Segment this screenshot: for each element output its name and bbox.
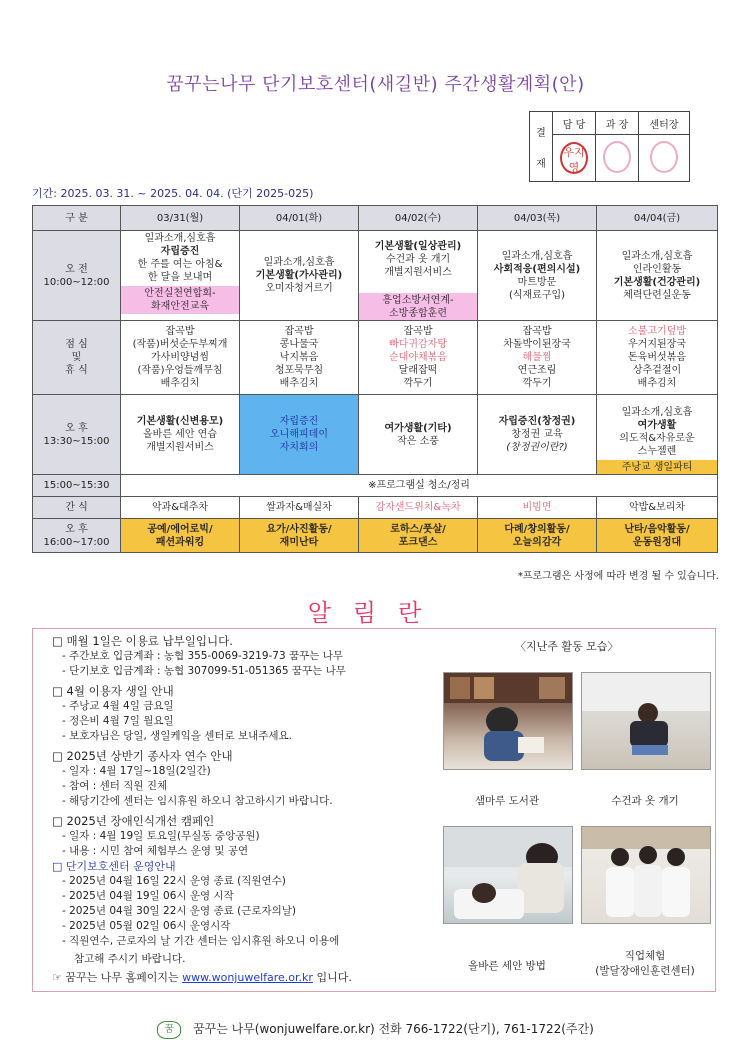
approval-seal	[553, 135, 596, 182]
cell-line: 일과소개,심호흡	[501, 250, 573, 262]
cell-line: 청포묵무침	[274, 365, 324, 376]
cell-line: 마트방문	[517, 276, 557, 288]
cell-line: 잡곡밥	[165, 326, 195, 337]
row-label-text: 오 전	[65, 263, 88, 275]
row-label: 15:00~15:30	[33, 475, 121, 497]
cell-line: 의도적&자유로운	[619, 433, 695, 444]
notice-item: 참고해 주시기 바랍니다.	[74, 953, 186, 965]
job-photo-icon	[582, 827, 710, 923]
cell-line: 잡곡밥	[403, 326, 433, 337]
cell-line: 돈육버섯볶음	[628, 352, 686, 363]
photo-folding	[581, 672, 711, 770]
cell-line: 기본생활(건강관리)	[613, 276, 701, 288]
tree-logo-icon: 꿈	[157, 1021, 181, 1039]
header-row	[33, 206, 718, 231]
cell-line: 포크댄스	[398, 536, 438, 548]
clean-row	[33, 475, 718, 497]
cell-line: 빠다귀감자탕	[389, 339, 447, 350]
cell-line: 콩나물국	[279, 339, 319, 350]
seal-stamp	[603, 141, 631, 173]
cell-line: 공예/에어로빅/	[147, 523, 213, 535]
notice-heading: □ 단기보호센터 운영안내	[52, 860, 176, 873]
cell: 비빔면	[478, 497, 597, 519]
cell-line: 재미난타	[279, 536, 319, 548]
cell-line: 일과소개,심호흡	[263, 257, 335, 268]
cell-line: 자립증진	[160, 246, 200, 257]
cell-line: 여가생활(기타)	[384, 422, 452, 434]
approval-role: 과 장	[596, 112, 639, 135]
schedule-note: *프로그램은 사정에 따라 변경 될 수 있습니다.	[517, 571, 719, 582]
cell	[359, 231, 478, 321]
row-label	[33, 231, 121, 321]
cell-line: 깍두기	[522, 378, 552, 389]
cell-line: 해물찜	[522, 352, 552, 363]
footer	[0, 1020, 751, 1039]
photo-caption-line: 직업체험	[624, 950, 666, 962]
cell-line: 연근조림	[517, 365, 557, 376]
event-bar	[121, 286, 239, 314]
event-bar	[359, 293, 477, 321]
notice-heading: □ 2025년 장애인식개선 캠페인	[52, 814, 215, 828]
cell-line: 기본생활(가사관리)	[255, 270, 343, 281]
cell-line: 우거지된장국	[628, 339, 686, 350]
approval-box	[529, 111, 690, 182]
cell-line: 사회적응(편의시설)	[493, 263, 581, 275]
notice-item: - 2025년 04월 19일 06시 운영 시작	[62, 890, 234, 902]
cell: 악과&대추차	[121, 497, 240, 519]
cell: 감자샌드위치&녹차	[359, 497, 478, 519]
col-header: 03/31(월)	[121, 206, 240, 231]
notice-item: - 2025년 04월 30일 22시 운영 종료 (근로자의날)	[62, 905, 297, 917]
col-header: 04/02(수)	[359, 206, 478, 231]
approval-role: 센터장	[639, 112, 690, 135]
notice-item: - 참여 : 센터 직원 진체	[62, 780, 168, 792]
notice-heading: □ 2025년 상반기 종사자 연수 안내	[52, 749, 233, 763]
cell	[478, 321, 597, 395]
notice-heading: □ 매월 1일은 이용료 납부일입니다.	[52, 634, 233, 648]
cell-line: 오니해피데이	[270, 429, 328, 440]
row-label: 간 식	[33, 497, 121, 519]
cell-line: 창정권 교육	[511, 429, 563, 440]
notice-heading: □ 4월 이용자 생일 안내	[52, 684, 174, 698]
photo-job	[581, 826, 711, 924]
cell-line: 수건과 옷 개기	[385, 254, 451, 265]
late-row	[33, 519, 718, 553]
cell	[240, 231, 359, 321]
cell-line: 난타/음악활동/	[624, 523, 690, 535]
cell-line: 자치회의	[279, 442, 319, 453]
cell-line: 기본생활(일상관리)	[374, 241, 462, 252]
cell	[121, 519, 240, 553]
cell-line: (창정권이란?)	[506, 442, 568, 453]
notice-title: 알림란	[307, 599, 444, 627]
library-photo-icon	[444, 673, 572, 769]
photo-library	[443, 672, 573, 770]
cell-line: 배추김치	[637, 378, 677, 389]
row-label-text: 점 심	[65, 339, 88, 350]
row-label-text: 오 후	[65, 523, 88, 535]
cell	[359, 519, 478, 553]
cell-line: 오늘의감각	[512, 536, 562, 548]
photo-caption: 올바른 세안 방법	[468, 960, 546, 972]
cell-line: 운동원정대	[632, 536, 682, 548]
cell-line: 소불고기덮밥	[628, 326, 686, 337]
event-bar: 주낭교 생일파티	[597, 460, 717, 475]
cell: ※프로그램실 청소/정리	[121, 475, 718, 497]
cell-line: 흥업소방서연계-	[382, 295, 454, 306]
cell	[597, 395, 718, 475]
cell	[359, 321, 478, 395]
snack-row	[33, 497, 718, 519]
cell-line: 패션과워킹	[155, 536, 205, 548]
photo-washing	[443, 826, 573, 924]
cell-line: (식재료구입)	[508, 289, 566, 301]
cell-line: 자립증진	[279, 416, 319, 427]
homepage-link[interactable]: www.wonjuwelfare.or.kr	[182, 971, 313, 984]
cell-line: 기본생활(신변용모)	[136, 416, 224, 427]
cell-line: (작품)우엉들깨무침	[137, 365, 223, 376]
col-header: 구 분	[33, 206, 121, 231]
cell	[597, 231, 718, 321]
cell-line: 화재안전교육	[151, 301, 209, 312]
cell-line: 배추김치	[279, 378, 319, 389]
cell-line: 올바른 세안 연습	[143, 429, 217, 440]
page-title: 꿈꾸는나무 단기보호센터(새길반) 주간생활계획(안)	[166, 74, 585, 95]
lunch-row	[33, 321, 718, 395]
period-text: 기간: 2025. 03. 31. ~ 2025. 04. 04. (단기 2025-025)	[32, 187, 314, 200]
photo-caption: 수건과 옷 개기	[611, 795, 679, 807]
cell-line: 한 달을 보내며	[147, 272, 213, 283]
cell-line: 배추김치	[160, 378, 200, 389]
notice-item: - 일자 : 4월 17일~18일(2일간)	[62, 765, 211, 777]
cell-line: 달래잡떡	[398, 365, 438, 376]
photo-caption-line: (발달장애인훈련센터)	[595, 965, 695, 977]
cell-line: 다례/창의활동/	[504, 523, 570, 535]
cell	[121, 321, 240, 395]
col-header: 04/01(화)	[240, 206, 359, 231]
footer-text: 꿈꾸는 나무(wonjuwelfare.or.kr) 전화 766-1722(단기), 761-1722(주간)	[193, 1022, 594, 1036]
cell-line: 여가생활	[637, 420, 677, 431]
folding-photo-icon	[582, 673, 710, 769]
col-header: 04/04(금)	[597, 206, 718, 231]
cell	[121, 231, 240, 321]
row-label	[33, 519, 121, 553]
cell	[121, 395, 240, 475]
cell-line: 개별지원서비스	[146, 442, 214, 453]
cell-line: 일과소개,심호흡	[621, 250, 693, 262]
notice-item: - 직원연수, 근로자의 날 기간 센터는 임시휴원 하오니 이용에	[62, 935, 340, 947]
cell-line: 요가/사진활동/	[266, 523, 332, 535]
notice-item: - 주낭교 4월 4일 금요일	[62, 700, 174, 712]
approval-seal	[639, 135, 690, 182]
notice-item: - 정은비 4월 7일 월요일	[62, 715, 174, 727]
row-label-time: 13:30~15:00	[43, 435, 110, 447]
cell	[478, 519, 597, 553]
cell-line: 체력단련실운동	[623, 289, 691, 301]
row-label-text: 및	[71, 352, 82, 363]
cell-line: 자립증진(창정권)	[498, 416, 576, 427]
notice-list	[52, 634, 432, 985]
notice-item: - 해당기간에 센터는 임시휴원 하오니 참고하시기 바랍니다.	[62, 795, 333, 807]
notice-item: - 내용 : 시민 참여 체험부스 운영 및 공연	[62, 845, 249, 857]
cell-line: 차돌박이된장국	[503, 339, 571, 350]
cell: 악밥&보리차	[597, 497, 718, 519]
cell-line: 인라인활동	[632, 263, 682, 275]
am-row	[33, 231, 718, 321]
cell-line: 작은 소풍	[397, 435, 439, 447]
notice-item: - 일자 : 4월 19일 토요일(무실동 중앙공원)	[62, 830, 260, 842]
cell-line: 일과소개,심호흡	[621, 407, 693, 418]
cell-line: 스누젤렌	[637, 446, 677, 457]
notice-item: - 2025년 05월 02일 06시 운영시작	[62, 920, 231, 932]
row-label-text: 오 후	[65, 422, 88, 434]
cell-line: 소방종합훈련	[389, 308, 447, 319]
approval-role: 담 당	[553, 112, 596, 135]
notice-item: - 주간보호 입금계좌 : 농협 355-0069-3219-73 꿈꾸는 나무	[62, 650, 344, 662]
homepage-prefix: ☞ 꿈꾸는 나무 홈페이지는	[52, 971, 179, 984]
cell	[478, 231, 597, 321]
approval-seal	[596, 135, 639, 182]
cell-line: 일과소개,심호흡	[144, 233, 216, 244]
cell-line: 잡곡밥	[284, 326, 314, 337]
notice-item: - 단기보호 입금계좌 : 농협 307099-51-051365 꿈꾸는 나무	[62, 665, 346, 677]
cell	[240, 321, 359, 395]
cell-line: 오미자청거르기	[265, 283, 333, 294]
homepage-line	[52, 970, 432, 985]
cell-line: (작품)버섯순두부찌개	[132, 339, 228, 350]
row-label	[33, 395, 121, 475]
cell	[597, 321, 718, 395]
seal-stamp	[650, 141, 678, 173]
col-header: 04/03(목)	[478, 206, 597, 231]
cell	[597, 519, 718, 553]
approval-side-top: 결	[536, 127, 546, 139]
homepage-suffix: 입니다.	[316, 971, 352, 984]
photo-caption	[570, 948, 720, 978]
notice-item: - 보호자님은 당일, 생일케잌을 센터로 보내주세요.	[62, 730, 293, 742]
cell-line: 낙지볶음	[279, 352, 319, 363]
cell-line: 로하스/풋살/	[390, 523, 446, 535]
row-label-time: 16:00~17:00	[43, 536, 110, 548]
cell-line: 안전실천연합회-	[144, 288, 216, 299]
cell-line: 깍두기	[403, 378, 433, 389]
cell: 쌀과자&매실차	[240, 497, 359, 519]
photo-caption: 샘마루 도서관	[474, 795, 540, 807]
row-label	[33, 321, 121, 395]
cell-line: 상추겉절이	[632, 365, 682, 376]
washing-photo-icon	[444, 827, 572, 923]
cell	[240, 519, 359, 553]
photos-title: 〈지난주 활동 모습〉	[515, 640, 619, 653]
approval-side-bottom: 재	[536, 158, 546, 170]
seal-stamp: 우지영	[560, 142, 588, 174]
cell-line: 개별지원서비스	[384, 267, 452, 278]
row-label-text: 휴 식	[65, 365, 88, 376]
cell	[359, 395, 478, 475]
schedule-table	[32, 205, 718, 553]
cell	[240, 395, 359, 475]
approval-side	[530, 112, 553, 182]
cell	[478, 395, 597, 475]
pm-row	[33, 395, 718, 475]
cell-line: 순대야채볶음	[389, 352, 447, 363]
cell-line: 잡곡밥	[522, 326, 552, 337]
notice-item: - 2025년 04월 16일 22시 운영 종료 (직원연수)	[62, 875, 286, 887]
cell-line: 가사비양념씸	[151, 352, 209, 363]
cell-line: 한 주를 여는 아침&	[137, 259, 223, 270]
row-label-time: 10:00~12:00	[43, 276, 110, 288]
